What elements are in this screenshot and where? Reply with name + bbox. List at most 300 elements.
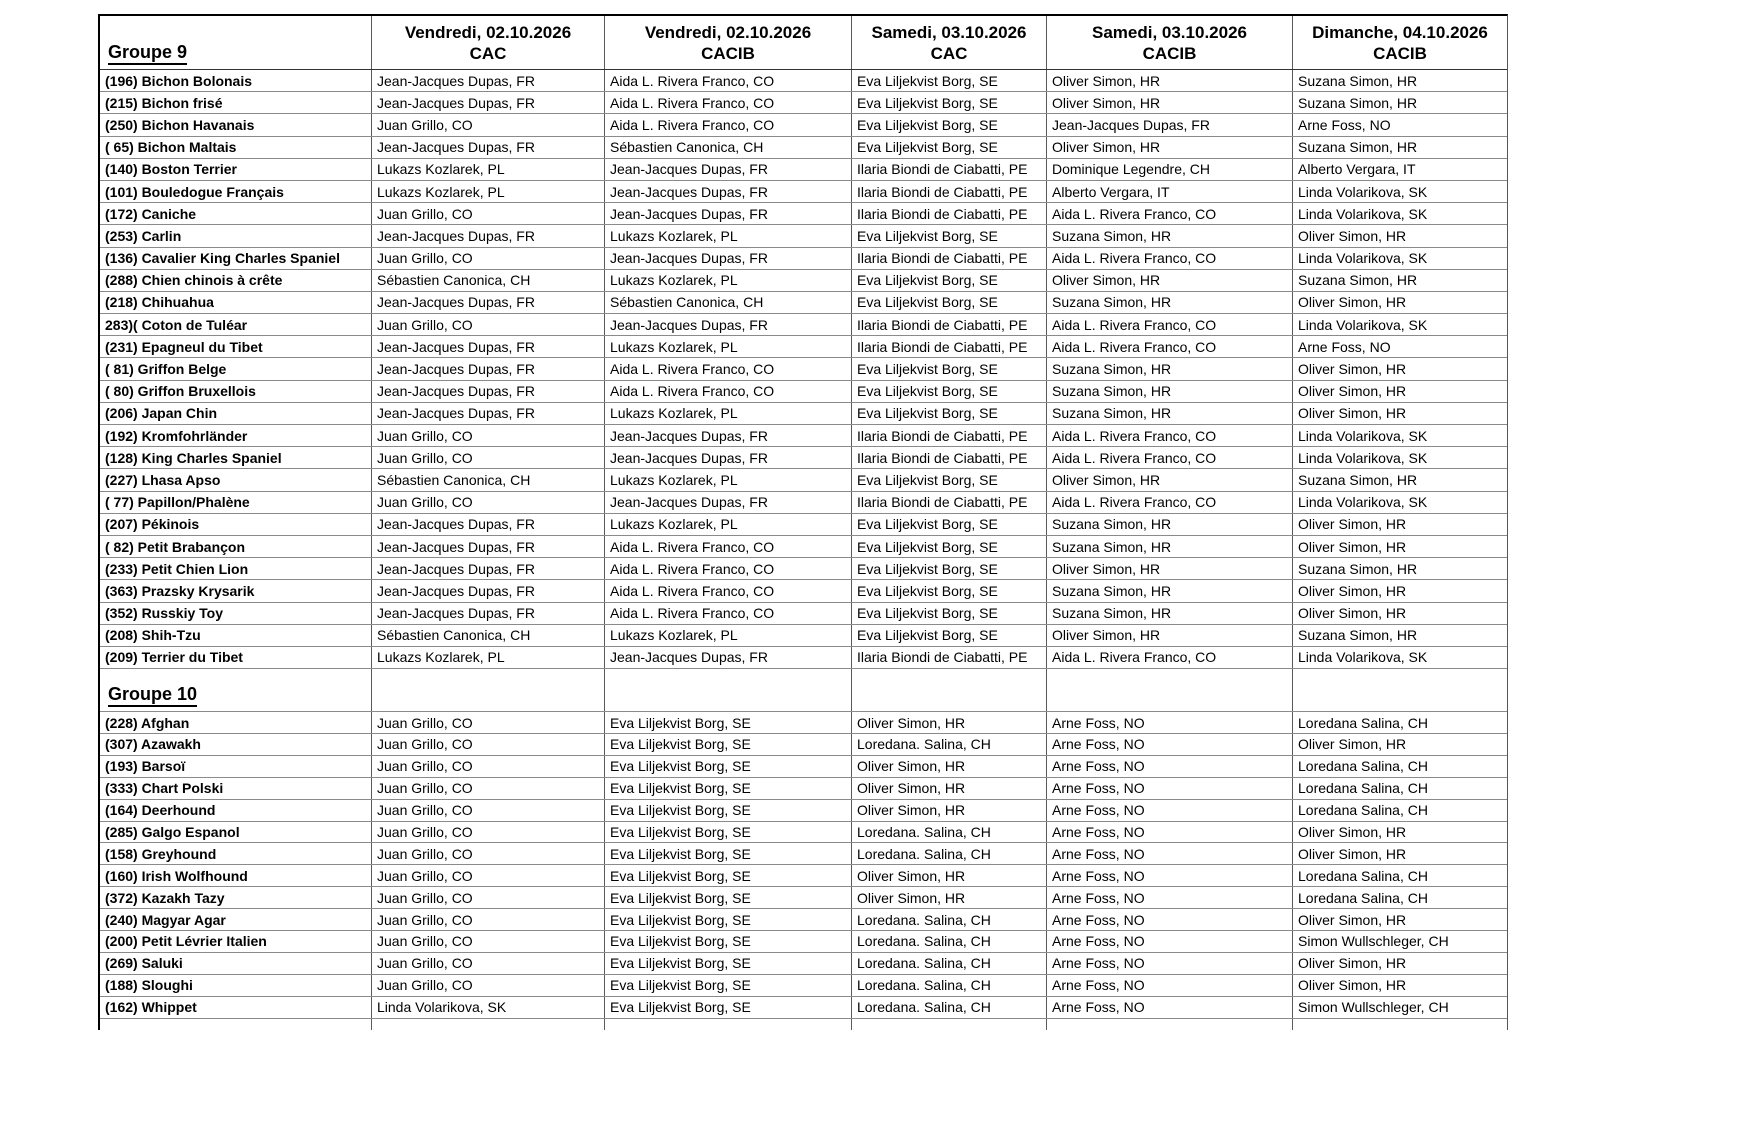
judge-cell: Eva Liljekvist Borg, SE — [605, 712, 852, 733]
table-row — [100, 336, 1507, 358]
breed-cell: (228) Afghan — [100, 712, 372, 733]
empty-cell — [100, 1019, 372, 1030]
judge-cell: Oliver Simon, HR — [1298, 911, 1407, 928]
judge-cell: Suzana Simon, HR — [1298, 272, 1418, 289]
judge-cell: Aida L. Rivera Franco, CO — [605, 536, 852, 557]
breed-cell: (240) Magyar Agar — [100, 909, 372, 930]
judge-cell: Juan Grillo, CO — [372, 909, 605, 930]
judge-cell: Arne Foss, NO — [1047, 734, 1293, 755]
judge-cell: Oliver Simon, HR — [852, 712, 1047, 733]
judge-cell: Juan Grillo, CO — [372, 778, 605, 799]
judge-cell: Oliver Simon, HR — [1047, 625, 1293, 646]
judge-cell: Aida L. Rivera Franco, CO — [1047, 425, 1293, 446]
judge-cell: Loredana. Salina, CH — [852, 734, 1047, 755]
judge-cell: Loredana Salina, CH — [1298, 780, 1428, 797]
judge-cell: Jean-Jacques Dupas, FR — [372, 336, 605, 357]
breed-cell: (218) Chihuahua — [100, 292, 372, 313]
empty-cell — [1293, 669, 1507, 711]
judge-cell: Loredana Salina, CH — [1298, 889, 1428, 906]
judge-cell: Oliver Simon, HR — [1298, 383, 1407, 400]
table-row — [100, 114, 1507, 136]
empty-cell — [1293, 1019, 1507, 1030]
group-9-rows — [100, 70, 1507, 669]
judge-cell: Lukazs Kozlarek, PL — [372, 647, 605, 668]
judge-cell: Arne Foss, NO — [1047, 778, 1293, 799]
judge-cell: Arne Foss, NO — [1047, 712, 1293, 733]
judge-cell: Linda Volarikova, SK — [1298, 494, 1428, 511]
column-header-date: Samedi, 03.10.2026 — [871, 22, 1027, 42]
judge-cell: Juan Grillo, CO — [372, 314, 605, 335]
breed-cell: (352) Russkiy Toy — [100, 603, 372, 624]
judge-cell: Aida L. Rivera Franco, CO — [1047, 492, 1293, 513]
judge-cell: Oliver Simon, HR — [1298, 405, 1407, 422]
judge-cell: Arne Foss, NO — [1047, 865, 1293, 886]
judge-cell: Eva Liljekvist Borg, SE — [605, 756, 852, 777]
breed-cell: (206) Japan Chin — [100, 403, 372, 424]
table-row — [100, 580, 1507, 602]
judge-cell: Suzana Simon, HR — [1047, 580, 1293, 601]
judge-cell: Eva Liljekvist Borg, SE — [605, 931, 852, 952]
judge-cell: Jean-Jacques Dupas, FR — [372, 536, 605, 557]
judge-cell: Sébastien Canonica, CH — [372, 270, 605, 291]
breed-cell: (164) Deerhound — [100, 800, 372, 821]
judge-cell: Suzana Simon, HR — [1298, 471, 1418, 488]
breed-cell: (200) Petit Lévrier Italien — [100, 931, 372, 952]
judge-cell: Jean-Jacques Dupas, FR — [372, 70, 605, 91]
column-header-dimanche-cacib — [1293, 16, 1507, 69]
judge-cell: Ilaria Biondi de Ciabatti, PE — [852, 447, 1047, 468]
breed-cell: (208) Shih-Tzu — [100, 625, 372, 646]
judge-cell: Eva Liljekvist Borg, SE — [605, 843, 852, 864]
judge-cell: Eva Liljekvist Borg, SE — [852, 381, 1047, 402]
breed-cell: ( 81) Griffon Belge — [100, 358, 372, 379]
judge-cell: Jean-Jacques Dupas, FR — [372, 558, 605, 579]
breed-cell: ( 82) Petit Brabançon — [100, 536, 372, 557]
judge-cell: Jean-Jacques Dupas, FR — [605, 203, 852, 224]
judge-cell: Eva Liljekvist Borg, SE — [852, 225, 1047, 246]
judge-cell: Lukazs Kozlarek, PL — [605, 403, 852, 424]
judge-cell: Ilaria Biondi de Ciabatti, PE — [852, 336, 1047, 357]
judge-cell: Juan Grillo, CO — [372, 248, 605, 269]
judge-cell: Jean-Jacques Dupas, FR — [372, 580, 605, 601]
judge-cell: Eva Liljekvist Borg, SE — [852, 558, 1047, 579]
judge-cell: Alberto Vergara, IT — [1047, 181, 1293, 202]
judge-cell: Suzana Simon, HR — [1047, 536, 1293, 557]
judge-cell: Lukazs Kozlarek, PL — [605, 336, 852, 357]
judge-cell: Linda Volarikova, SK — [1298, 316, 1428, 333]
judge-cell: Oliver Simon, HR — [1298, 538, 1407, 555]
judge-cell: Jean-Jacques Dupas, FR — [605, 181, 852, 202]
judge-cell: Juan Grillo, CO — [372, 447, 605, 468]
judge-cell: Juan Grillo, CO — [372, 953, 605, 974]
judge-cell: Eva Liljekvist Borg, SE — [605, 909, 852, 930]
judge-cell: Juan Grillo, CO — [372, 865, 605, 886]
judge-cell: Eva Liljekvist Borg, SE — [852, 270, 1047, 291]
judge-cell: Sébastien Canonica, CH — [372, 625, 605, 646]
judge-cell: Eva Liljekvist Borg, SE — [852, 92, 1047, 113]
judge-cell: Sébastien Canonica, CH — [605, 137, 852, 158]
table-row — [100, 603, 1507, 625]
judge-cell: Aida L. Rivera Franco, CO — [1047, 248, 1293, 269]
judge-cell: Jean-Jacques Dupas, FR — [605, 248, 852, 269]
judge-cell: Oliver Simon, HR — [1298, 977, 1407, 994]
judge-cell: Ilaria Biondi de Ciabatti, PE — [852, 425, 1047, 446]
column-header-type: CAC — [930, 43, 968, 63]
judge-cell: Oliver Simon, HR — [1298, 845, 1407, 862]
breed-cell: ( 65) Bichon Maltais — [100, 137, 372, 158]
breed-cell: (160) Irish Wolfhound — [100, 865, 372, 886]
judge-cell: Arne Foss, NO — [1047, 843, 1293, 864]
judge-cell: Eva Liljekvist Borg, SE — [605, 887, 852, 908]
judge-cell: Aida L. Rivera Franco, CO — [605, 92, 852, 113]
group-divider-row — [100, 669, 1507, 712]
judge-cell: Eva Liljekvist Borg, SE — [605, 734, 852, 755]
judge-cell: Eva Liljekvist Borg, SE — [852, 603, 1047, 624]
judge-cell: Jean-Jacques Dupas, FR — [372, 358, 605, 379]
judge-cell: Oliver Simon, HR — [1047, 469, 1293, 490]
judge-cell: Eva Liljekvist Borg, SE — [852, 469, 1047, 490]
judge-cell: Eva Liljekvist Borg, SE — [852, 358, 1047, 379]
judge-cell: Lukazs Kozlarek, PL — [605, 514, 852, 535]
judge-cell: Suzana Simon, HR — [1047, 292, 1293, 313]
judge-cell: Jean-Jacques Dupas, FR — [605, 647, 852, 668]
table-row — [100, 314, 1507, 336]
breed-cell: (158) Greyhound — [100, 843, 372, 864]
breed-cell: ( 80) Griffon Bruxellois — [100, 381, 372, 402]
judge-cell: Oliver Simon, HR — [1047, 558, 1293, 579]
table-row — [100, 647, 1507, 669]
table-row — [100, 800, 1507, 822]
judge-cell: Loredana. Salina, CH — [852, 822, 1047, 843]
group-9-header-cell — [100, 16, 372, 69]
column-header-type: CACIB — [1142, 43, 1197, 63]
judge-cell: Arne Foss, NO — [1298, 338, 1391, 355]
partial-row — [100, 1019, 1507, 1030]
judge-cell: Arne Foss, NO — [1047, 822, 1293, 843]
judge-cell: Eva Liljekvist Borg, SE — [605, 778, 852, 799]
judge-cell: Arne Foss, NO — [1047, 975, 1293, 996]
judge-cell: Jean-Jacques Dupas, FR — [372, 381, 605, 402]
breed-cell: (227) Lhasa Apso — [100, 469, 372, 490]
judge-cell: Aida L. Rivera Franco, CO — [1047, 647, 1293, 668]
judge-cell: Eva Liljekvist Borg, SE — [852, 580, 1047, 601]
judge-cell: Jean-Jacques Dupas, FR — [605, 447, 852, 468]
judge-cell: Sébastien Canonica, CH — [605, 292, 852, 313]
table-row — [100, 997, 1507, 1019]
judge-cell: Jean-Jacques Dupas, FR — [605, 314, 852, 335]
empty-cell — [372, 1019, 605, 1030]
judge-cell: Arne Foss, NO — [1298, 116, 1391, 133]
judge-cell: Oliver Simon, HR — [1298, 823, 1407, 840]
breed-cell: (193) Barsoï — [100, 756, 372, 777]
judge-cell: Jean-Jacques Dupas, FR — [372, 137, 605, 158]
judge-cell: Lukazs Kozlarek, PL — [372, 159, 605, 180]
judge-cell: Suzana Simon, HR — [1298, 560, 1418, 577]
empty-cell — [1047, 1019, 1293, 1030]
judge-cell: Lukazs Kozlarek, PL — [372, 181, 605, 202]
judge-cell: Ilaria Biondi de Ciabatti, PE — [852, 314, 1047, 335]
column-header-type: CACIB — [701, 43, 755, 63]
table-row — [100, 292, 1507, 314]
table-row — [100, 536, 1507, 558]
breed-cell: (196) Bichon Bolonais — [100, 70, 372, 91]
breed-cell: (128) King Charles Spaniel — [100, 447, 372, 468]
empty-cell — [605, 1019, 852, 1030]
breed-cell: (372) Kazakh Tazy — [100, 887, 372, 908]
judge-cell: Oliver Simon, HR — [1047, 92, 1293, 113]
judge-cell: Lukazs Kozlarek, PL — [605, 469, 852, 490]
column-header-type: CACIB — [1373, 43, 1427, 63]
judge-cell: Aida L. Rivera Franco, CO — [605, 70, 852, 91]
table-row — [100, 248, 1507, 270]
empty-cell — [605, 669, 852, 711]
table-row — [100, 492, 1507, 514]
table-row — [100, 931, 1507, 953]
judging-schedule-table — [98, 14, 1508, 1030]
group-10-heading: Groupe 10 — [108, 684, 197, 707]
table-row — [100, 203, 1507, 225]
judge-cell: Eva Liljekvist Borg, SE — [852, 403, 1047, 424]
judge-cell: Jean-Jacques Dupas, FR — [372, 403, 605, 424]
judge-cell: Juan Grillo, CO — [372, 975, 605, 996]
judge-cell: Arne Foss, NO — [1047, 997, 1293, 1018]
breed-cell: ( 77) Papillon/Phalène — [100, 492, 372, 513]
judge-cell: Oliver Simon, HR — [852, 756, 1047, 777]
judge-cell: Aida L. Rivera Franco, CO — [605, 580, 852, 601]
judge-cell: Jean-Jacques Dupas, FR — [372, 225, 605, 246]
table-row — [100, 712, 1507, 734]
table-row — [100, 137, 1507, 159]
table-row — [100, 514, 1507, 536]
judge-cell: Simon Wullschleger, CH — [1298, 999, 1449, 1016]
judge-cell: Lukazs Kozlarek, PL — [605, 225, 852, 246]
column-header-samedi-cac — [852, 16, 1047, 69]
table-row — [100, 822, 1507, 844]
judge-cell: Aida L. Rivera Franco, CO — [1047, 336, 1293, 357]
breed-cell: (192) Kromfohrländer — [100, 425, 372, 446]
judge-cell: Aida L. Rivera Franco, CO — [605, 603, 852, 624]
judge-cell: Oliver Simon, HR — [1298, 955, 1407, 972]
table-row — [100, 270, 1507, 292]
judge-cell: Arne Foss, NO — [1047, 756, 1293, 777]
column-header-date: Samedi, 03.10.2026 — [1091, 22, 1247, 42]
table-row — [100, 865, 1507, 887]
judge-cell: Oliver Simon, HR — [852, 887, 1047, 908]
empty-cell — [852, 669, 1047, 711]
judge-cell: Oliver Simon, HR — [1298, 582, 1407, 599]
judge-cell: Suzana Simon, HR — [1298, 94, 1418, 111]
judge-cell: Juan Grillo, CO — [372, 492, 605, 513]
column-header-date: Dimanche, 04.10.2026 — [1312, 22, 1488, 42]
judge-cell: Suzana Simon, HR — [1298, 139, 1418, 156]
column-header-date: Vendredi, 02.10.2026 — [404, 22, 572, 42]
judge-cell: Suzana Simon, HR — [1298, 72, 1418, 89]
table-row — [100, 403, 1507, 425]
judge-cell: Aida L. Rivera Franco, CO — [1047, 447, 1293, 468]
judge-cell: Arne Foss, NO — [1047, 800, 1293, 821]
judge-cell: Jean-Jacques Dupas, FR — [1047, 114, 1293, 135]
judge-cell: Oliver Simon, HR — [1298, 736, 1407, 753]
table-row — [100, 887, 1507, 909]
judge-cell: Ilaria Biondi de Ciabatti, PE — [852, 159, 1047, 180]
judge-cell: Ilaria Biondi de Ciabatti, PE — [852, 492, 1047, 513]
judge-cell: Arne Foss, NO — [1047, 887, 1293, 908]
table-row — [100, 92, 1507, 114]
judge-cell: Oliver Simon, HR — [1298, 605, 1407, 622]
table-row — [100, 469, 1507, 491]
judge-cell: Eva Liljekvist Borg, SE — [852, 137, 1047, 158]
judge-cell: Juan Grillo, CO — [372, 887, 605, 908]
table-row — [100, 843, 1507, 865]
judge-cell: Linda Volarikova, SK — [1298, 250, 1428, 267]
judge-cell: Eva Liljekvist Borg, SE — [605, 975, 852, 996]
breed-cell: 283)( Coton de Tuléar — [100, 314, 372, 335]
table-row — [100, 381, 1507, 403]
judge-cell: Oliver Simon, HR — [1298, 227, 1407, 244]
judge-cell: Linda Volarikova, SK — [1298, 205, 1428, 222]
table-row — [100, 225, 1507, 247]
breed-cell: (253) Carlin — [100, 225, 372, 246]
judge-cell: Aida L. Rivera Franco, CO — [1047, 314, 1293, 335]
judge-cell: Juan Grillo, CO — [372, 203, 605, 224]
judge-cell: Suzana Simon, HR — [1047, 514, 1293, 535]
judge-cell: Juan Grillo, CO — [372, 425, 605, 446]
breed-cell: (215) Bichon frisé — [100, 92, 372, 113]
breed-cell: (333) Chart Polski — [100, 778, 372, 799]
judge-cell: Arne Foss, NO — [1047, 953, 1293, 974]
judge-cell: Jean-Jacques Dupas, FR — [605, 492, 852, 513]
judge-cell: Loredana. Salina, CH — [852, 997, 1047, 1018]
judge-cell: Juan Grillo, CO — [372, 822, 605, 843]
breed-cell: (307) Azawakh — [100, 734, 372, 755]
table-row — [100, 447, 1507, 469]
judge-cell: Loredana. Salina, CH — [852, 843, 1047, 864]
breed-cell: (233) Petit Chien Lion — [100, 558, 372, 579]
judge-cell: Eva Liljekvist Borg, SE — [605, 953, 852, 974]
breed-cell: (140) Boston Terrier — [100, 159, 372, 180]
judge-cell: Suzana Simon, HR — [1047, 358, 1293, 379]
judge-cell: Linda Volarikova, SK — [1298, 427, 1428, 444]
judge-cell: Lukazs Kozlarek, PL — [605, 270, 852, 291]
table-row — [100, 975, 1507, 997]
judge-cell: Jean-Jacques Dupas, FR — [372, 603, 605, 624]
breed-cell: (188) Sloughi — [100, 975, 372, 996]
judge-cell: Eva Liljekvist Borg, SE — [852, 536, 1047, 557]
judge-cell: Aida L. Rivera Franco, CO — [605, 381, 852, 402]
judge-cell: Arne Foss, NO — [1047, 931, 1293, 952]
judge-cell: Aida L. Rivera Franco, CO — [605, 114, 852, 135]
judge-cell: Jean-Jacques Dupas, FR — [605, 159, 852, 180]
empty-cell — [852, 1019, 1047, 1030]
judge-cell: Loredana. Salina, CH — [852, 975, 1047, 996]
table-row — [100, 358, 1507, 380]
column-header-date: Vendredi, 02.10.2026 — [644, 22, 812, 42]
column-header-vendredi-cacib — [605, 16, 852, 69]
breed-cell: (101) Bouledogue Français — [100, 181, 372, 202]
judge-cell: Juan Grillo, CO — [372, 734, 605, 755]
judge-cell: Loredana. Salina, CH — [852, 953, 1047, 974]
table-header-row — [100, 16, 1507, 70]
judge-cell: Suzana Simon, HR — [1047, 603, 1293, 624]
judge-cell: Dominique Legendre, CH — [1047, 159, 1293, 180]
column-header-type: CAC — [469, 43, 507, 63]
judge-cell: Sébastien Canonica, CH — [372, 469, 605, 490]
table-row — [100, 159, 1507, 181]
table-row — [100, 756, 1507, 778]
judge-cell: Loredana. Salina, CH — [852, 931, 1047, 952]
judge-cell: Juan Grillo, CO — [372, 756, 605, 777]
table-row — [100, 425, 1507, 447]
judge-cell: Linda Volarikova, SK — [372, 997, 605, 1018]
judge-cell: Jean-Jacques Dupas, FR — [372, 514, 605, 535]
judge-cell: Jean-Jacques Dupas, FR — [372, 292, 605, 313]
breed-cell: (209) Terrier du Tibet — [100, 647, 372, 668]
judge-cell: Suzana Simon, HR — [1047, 225, 1293, 246]
table-row — [100, 909, 1507, 931]
empty-cell — [372, 669, 605, 711]
judge-cell: Aida L. Rivera Franco, CO — [605, 558, 852, 579]
judge-cell: Ilaria Biondi de Ciabatti, PE — [852, 248, 1047, 269]
table-row — [100, 953, 1507, 975]
judge-cell: Alberto Vergara, IT — [1298, 161, 1416, 178]
judge-cell: Oliver Simon, HR — [852, 865, 1047, 886]
judge-cell: Loredana Salina, CH — [1298, 758, 1428, 775]
breed-cell: (172) Caniche — [100, 203, 372, 224]
table-row — [100, 558, 1507, 580]
breed-cell: (288) Chien chinois à crête — [100, 270, 372, 291]
judge-cell: Ilaria Biondi de Ciabatti, PE — [852, 647, 1047, 668]
column-header-vendredi-cac — [372, 16, 605, 69]
breed-cell: (363) Prazsky Krysarik — [100, 580, 372, 601]
breed-cell: (269) Saluki — [100, 953, 372, 974]
breed-cell: (250) Bichon Havanais — [100, 114, 372, 135]
judge-cell: Suzana Simon, HR — [1047, 381, 1293, 402]
judge-cell: Eva Liljekvist Borg, SE — [605, 865, 852, 886]
judge-cell: Linda Volarikova, SK — [1298, 449, 1428, 466]
judge-cell: Oliver Simon, HR — [1047, 70, 1293, 91]
judge-cell: Ilaria Biondi de Ciabatti, PE — [852, 203, 1047, 224]
judge-cell: Linda Volarikova, SK — [1298, 649, 1428, 666]
judge-cell: Oliver Simon, HR — [1298, 516, 1407, 533]
table-row — [100, 734, 1507, 756]
judge-cell: Jean-Jacques Dupas, FR — [605, 425, 852, 446]
judge-cell: Eva Liljekvist Borg, SE — [852, 292, 1047, 313]
breed-cell: (231) Epagneul du Tibet — [100, 336, 372, 357]
judge-cell: Aida L. Rivera Franco, CO — [1047, 203, 1293, 224]
judge-cell: Juan Grillo, CO — [372, 114, 605, 135]
judge-cell: Juan Grillo, CO — [372, 800, 605, 821]
group-10-rows — [100, 712, 1507, 1018]
judge-cell: Suzana Simon, HR — [1047, 403, 1293, 424]
table-row — [100, 625, 1507, 647]
judge-cell: Eva Liljekvist Borg, SE — [605, 800, 852, 821]
judge-cell: Oliver Simon, HR — [1298, 361, 1407, 378]
judge-cell: Arne Foss, NO — [1047, 909, 1293, 930]
table-row — [100, 181, 1507, 203]
judge-cell: Eva Liljekvist Borg, SE — [852, 114, 1047, 135]
judge-cell: Loredana Salina, CH — [1298, 714, 1428, 731]
judge-cell: Juan Grillo, CO — [372, 931, 605, 952]
judge-cell: Oliver Simon, HR — [1047, 270, 1293, 291]
judge-cell: Ilaria Biondi de Ciabatti, PE — [852, 181, 1047, 202]
judge-cell: Loredana Salina, CH — [1298, 802, 1428, 819]
judge-cell: Eva Liljekvist Borg, SE — [605, 822, 852, 843]
group-9-heading: Groupe 9 — [108, 42, 187, 65]
column-header-samedi-cacib — [1047, 16, 1293, 69]
judge-cell: Linda Volarikova, SK — [1298, 183, 1428, 200]
judge-cell: Eva Liljekvist Borg, SE — [605, 997, 852, 1018]
judge-cell: Lukazs Kozlarek, PL — [605, 625, 852, 646]
